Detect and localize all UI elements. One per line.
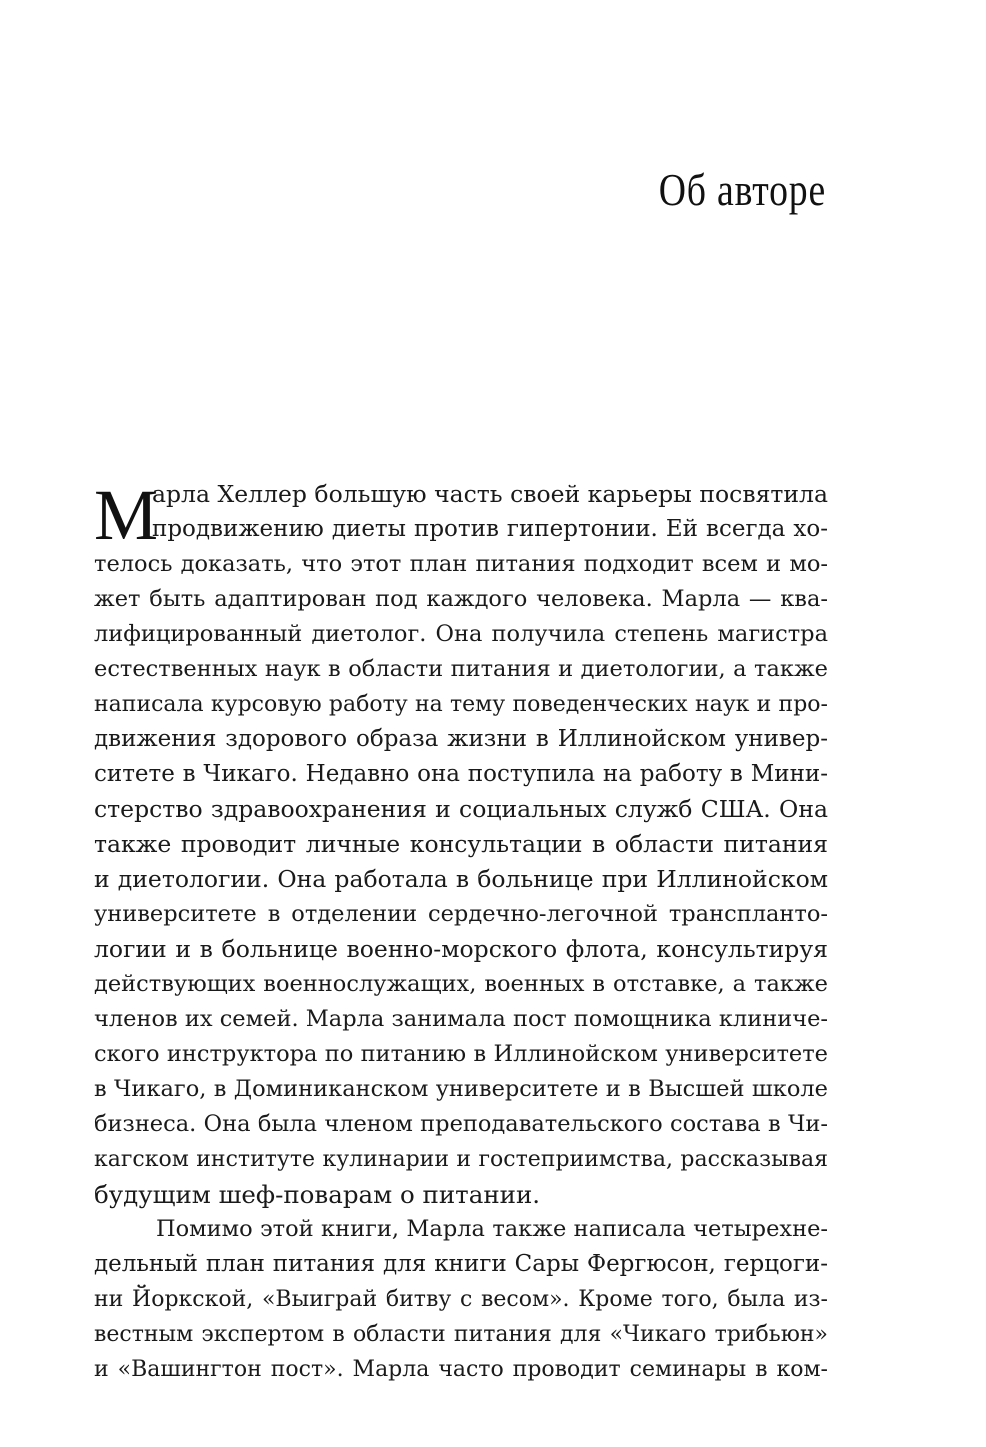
text-line: будущим шеф-поварам о питании. — [94, 1180, 541, 1209]
text-line: арла Хеллер большую часть своей карьеры посвятила — [152, 480, 828, 508]
chapter-title: Об авторе — [658, 164, 826, 215]
text-line: телось доказать, что этот план питания подходит всем и мо- — [94, 551, 828, 577]
text-line: действующих военнослужащих, военных в отставке, а также — [94, 971, 828, 997]
text-line: и «Вашингтон пост». Марла часто проводит семинары в ком- — [94, 1357, 828, 1382]
text-line: логии и в больнице военно-морского флота, консультируя — [94, 935, 828, 963]
text-line: кагском институте кулинарии и гостеприимства, рассказывая — [94, 1147, 828, 1172]
text-line: ского инструктора по питанию в Иллинойском университете — [94, 1041, 828, 1067]
text-line: естественных наук в области питания и диетологии, а также — [94, 656, 828, 682]
text-line: также проводит личные консультации в области питания — [94, 830, 828, 858]
text-line: университете в отделении сердечно-легочной транспланто- — [94, 901, 828, 927]
text-line: продвижению диеты против гипертонии. Ей всегда хо- — [152, 516, 828, 542]
text-line: в Чикаго, в Доминиканском университете и в Высшей школе — [94, 1076, 828, 1102]
text-line: Помимо этой книги, Марла также написала четырехне- — [156, 1216, 828, 1242]
text-line: членов их семей. Марла занимала пост помощника клиниче- — [94, 1006, 828, 1032]
text-line: и диетологии. Она работала в больнице при Иллинойском — [94, 865, 828, 893]
text-line: вестным экспертом в области питания для «Чикаго трибьюн» — [94, 1322, 828, 1347]
text-line: ситете в Чикаго. Недавно она поступила на работу в Мини- — [94, 761, 828, 787]
author-bio-text — [94, 477, 828, 1387]
text-line: стерство здравоохранения и социальных служб США. Она — [94, 795, 828, 823]
text-line: жет быть адаптирован под каждого человека. Марла — ква- — [94, 586, 828, 612]
text-line: движения здорового образа жизни в Иллинойском универ- — [94, 726, 828, 752]
text-line: ни Йоркской, «Выиграй битву с весом». Кроме того, была из- — [94, 1287, 828, 1312]
drop-cap: М — [94, 475, 159, 555]
text-line: дельный план питания для книги Сары Фергюсон, герцоги- — [94, 1251, 828, 1277]
text-line: лифицированный диетолог. Она получила степень магистра — [94, 621, 828, 647]
text-line: бизнеса. Она была членом преподавательского состава в Чи- — [94, 1111, 828, 1137]
text-line: написала курсовую работу на тему поведенческих наук и про- — [94, 692, 828, 717]
